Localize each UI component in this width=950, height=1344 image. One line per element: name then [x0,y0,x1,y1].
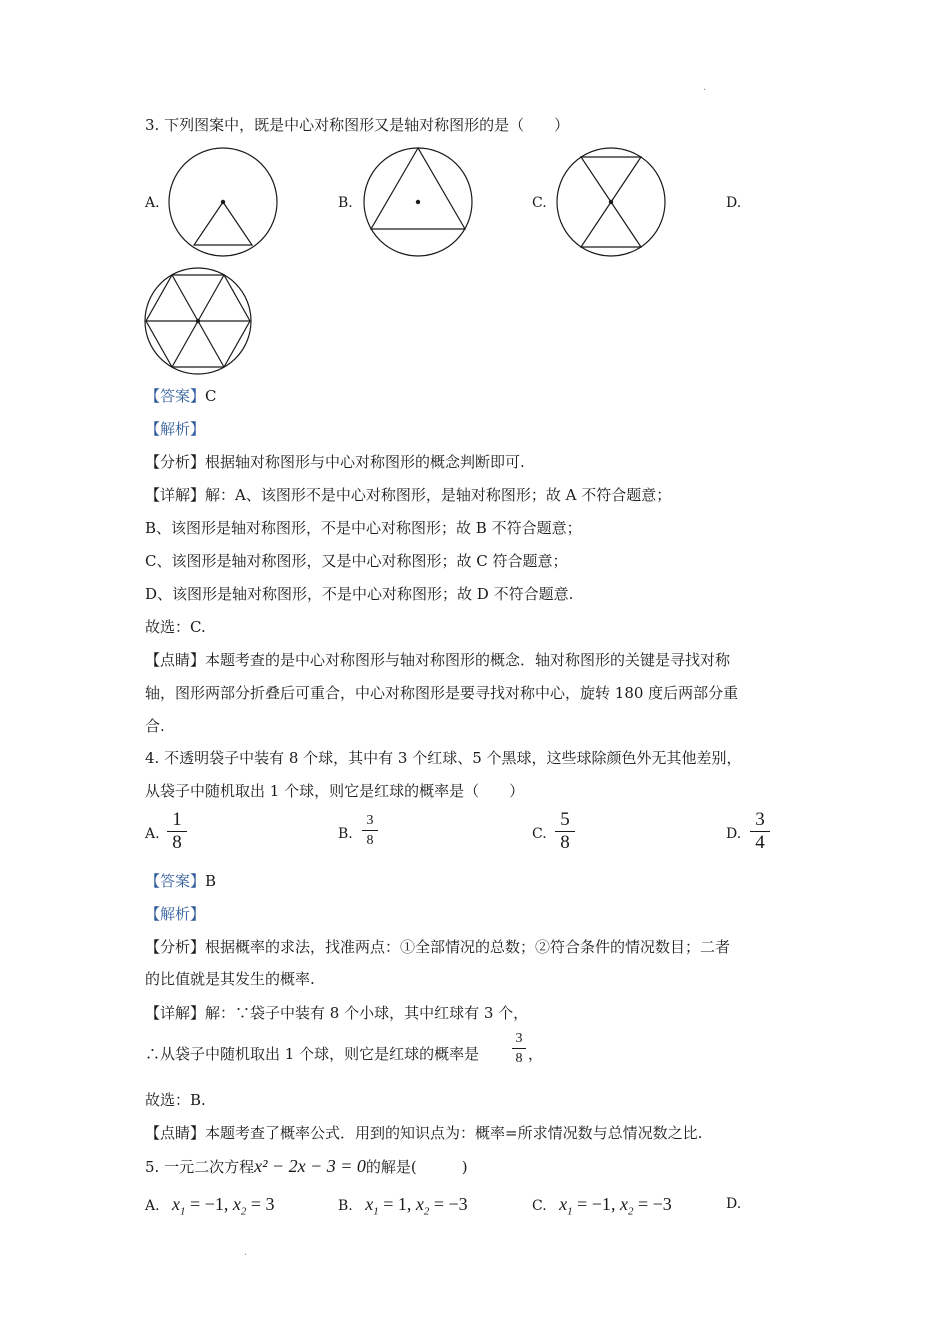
q3-xiangjie-3: C、该图形是轴对称图形，又是中心对称图形；故 C 符合题意； [145,552,568,570]
option-x2: −3 [448,1194,468,1214]
option-label: D. [726,1196,742,1212]
answer-value: B [205,872,217,890]
q3-figure-b [362,146,474,258]
q3-guxuan: 故选：C. [145,618,206,636]
q5-option-d [726,1194,741,1214]
q3-dianjing-1: 【点睛】本题考查的是中心对称图形与轴对称图形的概念．轴对称图形的关键是寻找对称 [145,651,731,669]
q4-xiangjie-2-text: ∴从袋子中随机取出 1 个球，则它是红球的概率是 [145,1045,480,1063]
q5-option-a: A. $x_1 = -1$, $x_2 = 3$ [145,1194,275,1218]
q3-figure-a [167,146,279,258]
option-x2: −3 [652,1194,672,1214]
q4-stem-2: 从袋子中随机取出 1 个球，则它是红球的概率是（ ） [145,782,525,800]
q3-option-c-label: C. [532,195,547,211]
q3-fenxi: 【分析】根据轴对称图形与中心对称图形的概念判断即可. [145,453,525,471]
q3-dianjing-3: 合. [145,717,165,735]
q4-xiangjie-2 [145,1043,479,1065]
option-label: C. [532,1198,547,1214]
q4-option-c-fraction [555,810,575,853]
option-x1: −1 [204,1194,224,1214]
q3-xiangjie-2: B、该图形是轴对称图形，不是中心对称图形；故 B 不符合题意； [145,519,582,537]
q4-xiangjie-2-fraction [512,1030,526,1067]
option-x1: −1 [591,1194,611,1214]
q3-figure-c [555,146,667,258]
fraction-numerator: 3 [755,809,765,830]
q3-xiangjie-4: D、该图形是轴对称图形，不是中心对称图形；故 D 不符合题意. [145,585,574,603]
q4-guxuan: 故选：B. [145,1091,206,1109]
answer-tag: 【答案】 [145,387,206,405]
q4-option-a-label: A. [145,826,160,842]
q3-option-a-label: A. [145,195,160,211]
q4-xiangjie-2-comma: ， [528,1045,544,1063]
fraction-numerator: 3 [515,1031,523,1046]
q4-answer [145,870,216,892]
q4-option-d-label: D. [726,826,742,842]
q5-stem-pre: 5. 一元二次方程 [145,1158,255,1176]
q4-option-d-fraction [750,810,770,853]
stray-mark-top: . [703,82,707,93]
stray-mark-bottom: . [244,1247,248,1258]
fraction-numerator: 5 [560,809,570,830]
q3-figure-d [143,266,253,376]
q4-dianjing: 【点睛】本题考查了概率公式．用到的知识点为：概率=所求情况数与总情况数之比. [145,1124,703,1142]
q4-option-b-fraction [362,812,378,849]
fraction-denominator: 8 [172,832,182,853]
q3-xiangjie-1: 【详解】解：A、该图形不是中心对称图形，是轴对称图形；故 A 不符合题意； [145,486,672,504]
q4-fenxi-1: 【分析】根据概率的求法，找准两点：①全部情况的总数；②符合条件的情况数目；二者 [145,938,731,956]
option-label: B. [338,1198,353,1214]
q5-stem [145,1155,468,1178]
option-x2: 3 [265,1194,275,1214]
fraction-numerator: 1 [172,809,182,830]
q4-stem-1: 4. 不透明袋子中装有 8 个球，其中有 3 个红球、5 个黑球，这些球除颜色外无其他差别， [145,749,742,767]
q3-option-d-label: D. [726,195,742,211]
fraction-denominator: 8 [560,832,570,853]
q3-stem: 3. 下列图案中，既是中心对称图形又是轴对称图形的是（ ） [145,116,570,134]
fraction-numerator: 3 [366,813,374,828]
q4-analysis-tag: 【解析】 [145,905,206,923]
fraction-denominator: 4 [755,832,765,853]
q4-fenxi-2: 的比值就是其发生的概率. [145,970,315,988]
q4-option-c-label: C. [532,826,547,842]
fraction-denominator: 8 [366,833,374,848]
q5-option-b: B. $x_1 = 1$, $x_2 = -3$ [338,1194,468,1218]
q4-xiangjie-1: 【详解】解：∵袋子中装有 8 个小球，其中红球有 3 个， [145,1004,529,1022]
option-x1: 1 [397,1194,407,1214]
option-label: A. [145,1198,160,1214]
q5-equation: x² − 2x − 3 = 0 [254,1156,366,1176]
q3-dianjing-2: 轴，图形两部分折叠后可重合，中心对称图形是要寻找对称中心，旋转 180 度后两部分重 [145,684,739,702]
q3-option-b-label: B. [338,195,353,211]
q5-option-c: C. $x_1 = -1$, $x_2 = -3$ [532,1194,672,1218]
answer-value: C [205,387,217,405]
q5-stem-post: 的解是( ) [365,1158,468,1176]
q4-option-a-fraction [167,810,187,853]
q3-answer [145,385,217,407]
q4-option-b-label: B. [338,826,353,842]
fraction-denominator: 8 [515,1051,523,1066]
answer-tag: 【答案】 [145,872,206,890]
q3-analysis-tag: 【解析】 [145,420,206,438]
